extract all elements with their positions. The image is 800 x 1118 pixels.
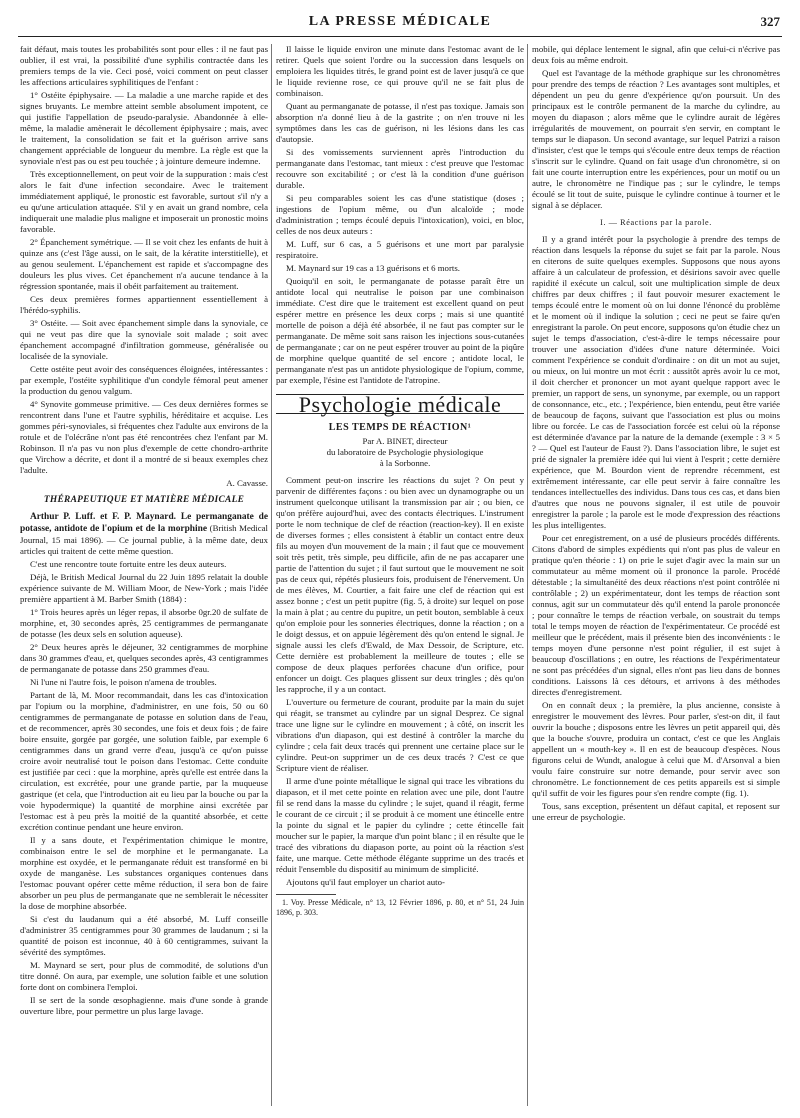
paragraph: Déjà, le British Medical Journal du 22 Juin 1895 relatait la double expérience suivante de M. William Moor, de New-York ; mais l'idée première appartient à M. Barber Smith (1884) : — [20, 572, 268, 604]
article-heading — [20, 511, 268, 557]
header-rule — [18, 36, 782, 37]
paragraph: M. Maynard sur 19 cas a 13 guérisons et 6 morts. — [286, 263, 460, 273]
byline: du laboratoire de Psychologie physiologique — [326, 447, 484, 457]
column-1 — [20, 44, 268, 1108]
column-divider — [527, 44, 528, 1106]
paragraph: Il laisse le liquide environ une minute dans l'estomac avant de le retirer. Quels que soient l'ordre ou la succession dans lesquels on emploiera les liquides titrés, le grand point est de laver jusqu'à ce que le liquide revienne rose, ce qui prouve qu'il ne se fait plus de combinaison. — [276, 44, 524, 98]
subsection-heading: I. — Réactions par la parole. — [600, 218, 712, 227]
paragraph: Quant au permanganate de potasse, il n'est pas toxique. Jamais son absorption n'a donné lieu à de la gastrite ; on n'en trouve ni les symptômes dans les cas de guérison, ni les lésions dans les cas d'autopsie. — [276, 101, 524, 144]
paragraph: M. Luff, sur 6 cas, a 5 guérisons et une mort par paralysie respiratoire. — [276, 239, 524, 260]
paragraph: 1° Ostéite épiphysaire. — La maladie a une marche rapide et des signes bruyants. Le membre atteint semble absolument impotent, ce qui justifie l'appellation de pseudo-paralysie. Abandonnée à elle-même, la maladie amènerait le décollement épiphysaire ; mais, avec le traitement, la consolidation se fait et la guérison arrive sans changement appréciable de longueur du membre. La règle est que la synoviale n'est pas ou est peu touchée ; à jointure demeure indemne. — [20, 90, 268, 166]
paragraph: Quel est l'avantage de la méthode graphique sur les chronomètres pour prendre des temps de réaction ? Les avantages sont multiples, et dépendent un peu du genre d'expérience qu'on poursuit. Un des principaux est le contrôle permanent de la marche du cylindre, au moyen du diapason ; alors même que le cylindre aurait de légères irrégularités de mouvement, on pourrait s'en servir, en comptant le temps sur le diapason. Un second avantage, sur lequel Patrizi a raison d'insister, c'est que le temps qui s'écoule entre deux temps de réaction s'inscrit sur le cylindre. Quand on fait usage d'un chronomètre, si on fait une courte interruption entre les expériences, pour un motif ou un autre, le chronomètre ne l'indique pas ; sur le cylindre, le temps écoulé se lit tout de suite, puisque le cylindre continue à tourner et le signal à se déplacer. — [532, 68, 780, 210]
paragraph: 1° Trois heures après un léger repas, il absorbe 0gr.20 de sulfate de morphine, et, 30 secondes après, 25 centigrammes de permanganate de potasse (les deux sels en solution aqueuse). — [20, 607, 268, 639]
footnote: 1. Voy. Presse Médicale, n° 13, 12 Février 1896, p. 80, et n° 51, 24 Juin 1896, p. 303. — [276, 898, 524, 917]
running-title: LA PRESSE MÉDICALE — [308, 14, 492, 29]
paragraph: Quoiqu'il en soit, le permanganate de potasse paraît être un antidote local qui neutralise le poison par une combinaison immédiate. C'est dire que le traitement est excellent quand on peut espérer mettre en présence les deux corps ; mais si une quantité mortelle de poison a déjà été absorbée, il ne faut pas compter sur le permanganate. De même soit sans raison les injections sous-cutanées de permanganate ; car on ne peut espérer trouver au point de la piqûre de morphine quelque quantité de sel encore ; antidote local, le permanganate n'est pas un antidote physiologique de l'opium, comme, par exemple, l'ésine est l'antidote de l'atropine. — [276, 276, 524, 385]
paragraph: Il arme d'une pointe métallique le signal qui trace les vibrations du diapason, et il met cette pointe en relation avec une pile, dont l'autre fil se rend dans la masse du cylindre ; le sujet, quand il réagit, ferme le courant de ce circuit ; il se produit à ce moment une étincelle entre la pointe du signal et le papier du cylindre ; cette étincelle fait moucher sur le papier, la marque d'un point blanc ; il en résulte que le tracé des vibrations du diapason porte, au point où la réaction s'est faite, une marque. Cette méthode élégante supprime un des tracés et réduit l'ensemble du dispositif au minimum de simplicité. — [276, 776, 524, 874]
paragraph: Très exceptionnellement, on peut voir de la suppuration : mais c'est alors le fait d'une infection secondaire. Avec le traitement immédiatement appliqué, le pronostic est favorable, surtout s'il n'y a eu qu'une articulation attaquée. S'il y en avait un grand nombre, cela indiquerait une maladie plus maligne et imposerait un pronostic moins favorable. — [20, 169, 268, 234]
paragraph: Si c'est du laudanum qui a été absorbé, M. Luff conseille d'administrer 35 centigrammes pour 30 grammes de laudanum ; si la quantité de poison est inconnue, 40 à 60 centigrammes, suivant la sévérité des symptômes. — [20, 914, 268, 957]
footnote-rule — [276, 894, 336, 895]
paragraph: Il y a grand intérêt pour la psychologie à prendre des temps de réaction dans lesquels la réponse du sujet se fait par la parole. Nous en citerons de suite quelques exemples. Supposons que nous ayons affaire à un calculateur de profession, et désirions savoir avec quelle rapidité il exécute un calcul, soit une multiplication simple de deux chiffres par deux chiffres ; il faut pouvoir mesurer exactement le temps écoulé entre le moment où on lui donne l'énoncé du problème et le moment où il indique la solution ; ceci ne peut se faire qu'en enregistrant la parole. On peut encore, supposons qu'on étudie chez un sujet le temps d'association, c'est-à-dire le temps nécessaire pour trouver une association d'idées d'une nature déterminée. Voici comment l'expérience se conduit d'ordinaire : on dit un mot au sujet, ou mieux, on lui montre un mot écrit : aussitôt après avoir lu ce mot, il doit chercher et prononcer un mot ayant quelque rapport avec le premier, un rapport de sens, un synonyme, par exemple, ou un rapport de consonnance, etc., etc. ; l'expérience, bien entendu, peut être variée de beaucoup de façons, suivant que l'association est plus ou moins libre ou forcée. Le cas de l'association forcée est celui où la réponse est déterminée d'avance par la nature de la demande (exemple : 3 × 5 ? — Quel est l'auteur de Faust ?). Dans l'association libre, le sujet est prié de signaler la première idée qui lui vient à l'esprit ; cette dernière expérience, que M. Bourdon vient de reprendre récemment, est extrêmement intéressante, car elle peut servir à faire connaître les tendances intellectuelles des individus. Dans tous ces cas, et dans bien d'autres que nous ne pouvons signaler, il est utile de pouvoir enregistrer la parole ; la parole est le mode d'expression des réactions les plus intelligentes. — [532, 234, 780, 530]
paragraph: Partant de là, M. Moor recommandait, dans les cas d'intoxication par l'opium ou la morphine, d'administrer, en une fois, 50 ou 60 centigrammes de permanganate de potasse en solution dans de l'eau, et de recommencer, après 30 secondes, une fois et deux fois ; de faire boire ensuite, gorgée par gorgée, une solution faible, par exemple 6 centigrammes dans un grand verre d'eau, jusqu'à ce qu'on puisse croire avoir neutralisé tout le poison dans l'estomac. Cette conduite est justifiée par ceci : que la morphine, après qu'elle est entrée dans la circulation, est excrétée, pour une grande partie, par la muqueuse gastrique (et cela, que l'introduction ait eu lieu par la bouche ou par la voie hypodermique) la quantité de morphine ainsi excrétée par l'estomac est à peu près la moitié de la quantité absorbée, et cette excrétion continue pendant une heure environ. — [20, 690, 268, 832]
article-reference: (British Medical Journal, 15 mai 1896). — Ce journal publie, à la même date, deux articles qui traitent de cette même question. — [20, 523, 268, 556]
paragraph: C'est une rencontre toute fortuite entre les deux auteurs. — [30, 559, 227, 569]
byline: Par A. BINET, directeur — [362, 436, 448, 446]
paragraph: 2° Épanchement symétrique. — Il se voit chez les enfants de huit à quinze ans (c'est l'âge aussi, on le sait, de la kératite interstitielle), et au genou seulement. L'épanchement est rapide et s'accompagne des douleurs les plus vives. Cet épanchement n'a aucune tendance à la régression spontanée, mais il obéit parfaitement au traitement. — [20, 237, 268, 291]
paragraph: Ces deux premières formes appartiennent essentiellement à l'hérédo-syphilis. — [20, 294, 268, 315]
paragraph: Il se sert de la sonde œsophagienne. mais d'une sonde à grande ouverture libre, pour permettre un plus large lavage. — [20, 995, 268, 1016]
paragraph: Pour cet enregistrement, on a usé de plusieurs procédés différents. Citons d'abord de simples expédients qui n'ont pas plus de valeur en pratique qu'en théorie : 1) on prie le sujet d'agir avec la main sur un commutateur au même moment où il prononce la parole. Procédé détestable ; la simultanéité des deux réactions n'est point contrôlée ni contrôlable ; 2) un expérimentateur, dont les temps de réaction sont connus, agit sur un commutateur dès qu'il entend la parole prononcée ; pour connaître le temps de réaction verbale, on soustrait du temps total le temps moyen de réaction de l'expérimentateur. Ce procédé est meilleur que le précédent, mais il présente bien des inconvénients : le temps moyen d'une personne n'est point régulier, il est sujet à beaucoup d'oscillations ; en outre, les réactions de l'expérimentateur ne sont pas précédées d'un signal, elles n'ont pas lieu dans de bonnes conditions. Laissons là ces détours, et arrivons à des méthodes directes d'enregistrement. — [532, 533, 780, 697]
article-title: LES TEMPS DE RÉACTION¹ — [328, 422, 472, 433]
paragraph: Ni l'une ni l'autre fois, le poison n'amena de troubles. — [30, 677, 217, 687]
article-title: Arthur P. Luff. et F. P. Maynard. Le permanganate de potasse, antidote de l'opium et de la morphine — [20, 512, 268, 534]
paragraph: Il y a sans doute, et l'expérimentation chimique le montre, combinaison entre le sel de morphine et le permanganate. La morphine est oxydée, et le permanganate réduit est transformé en bi oxyde de manganèse. Les substances organiques contenues dans l'estomac pouvant opérer cette même réduction, il sera bon de faire absorber un peu plus de permanganate que ne semblerait le nécessiter la dose de morphine absorbée. — [20, 835, 268, 911]
page-number: 327 — [760, 14, 780, 29]
column-divider — [271, 44, 272, 1106]
byline: à la Sorbonne. — [379, 458, 431, 468]
paragraph: M. Maynard se sert, pour plus de commodité, de solutions d'un titre donné. On aura, par exemple, une solution faible et une solution forte dont on combinera l'emploi. — [20, 960, 268, 992]
paragraph: mobile, qui déplace lentement le signal, afin que celui-ci n'écrive pas deux fois au même endroit. — [532, 44, 780, 65]
section-heading: THÉRAPEUTIQUE ET MATIÈRE MÉDICALE — [43, 495, 245, 505]
paragraph: Ajoutons qu'il faut employer un chariot auto- — [286, 877, 445, 887]
paragraph: On en connaît deux ; la première, la plus ancienne, consiste à enregistrer le mouvement des lèvres. Pour parler, s'est-on dit, il faut ouvrir la bouche ; disposons entre les lèvres un petit appareil qui, dès que la bouche s'ouvre, produira un contact, c'est ce que les Anglais appellent un « mouth-key ». Il en est de beaucoup d'espèces. Nous figurons celui de Wundt, analogue à celui que M. d'Arsonval a bien voulu faire construire sur notre demande, pour servir avec son chronomètre. Le fonctionnement de ces petits appareils est si simple qu'il suffit de voir les figures pour s'en rendre compte (fig. 1). — [532, 700, 780, 798]
paragraph: Si des vomissements surviennent après l'introduction du permanganate dans l'estomac, tant mieux : c'est preuve que l'estomac recouvre son excitabilité ; or c'est là la condition d'une guérison durable. — [276, 147, 524, 190]
author-signature: A. Cavasse. — [226, 478, 268, 488]
column-3 — [532, 44, 780, 1108]
page-header — [18, 12, 782, 34]
paragraph: 2° Deux heures après le déjeuner, 32 centigrammes de morphine dans 30 grammes d'eau, et, quelques secondes après, 43 centigrammes de permanganate de potasse dans 250 grammes d'eau. — [20, 642, 268, 674]
paragraph: Comment peut-on inscrire les réactions du sujet ? On peut y parvenir de différentes façons : ou bien avec un dynamographe ou un instrument quelconque utilisant la transmission par air ; ou bien, ce qu'on préfère aujourd'hui, avec des contacts électriques. L'instrument porte le nom technique de clef de réaction (reaction-key). Il en existe de diverses formes ; elles consistent à établir un contact entre deux fils au moyen d'un mouvement de la main ; il faut que ce mouvement soit très petit, très simple, peu difficile, afin de ne pas accaparer une partie de l'attention du sujet ; il faut surtout que le mouvement ne soit pas de ceux qui, répétés plusieurs fois, produisent de l'énervement. Un de mes élèves, M. Courtier, a fait faire une clef de réaction qui est assez bonne ; c'est un petit pupitre (fig. 5, à droite) sur lequel on pose la main à plat ; au centre du pupitre, un petit bouton, semblable à ceux qu'on emploie pour les sonneries électriques, donne la réaction ; on a le doigt dessus, et on appuie légèrement dès qu'on entend le signal. Je signale aussi les clefs d'Ewald, de Max Dessoir, de Scripture, etc. Cette dernière est probablement la meilleure de toutes ; elle se compose de deux plaques perforées chacune d'un orifice, pour enfoncer un doigt. Ces plaques glissent sur deux tringles ; dès qu'on les rapproche, il y a un contact. — [276, 475, 524, 694]
paragraph: 4° Synovite gommeuse primitive. — Ces deux dernières formes se rencontrent dans l'une et l'autre syphilis, héréditaire et acquise. Les gommes péri-synoviales, si fréquentes chez l'adulte aux environs de la rotule et de l'olécrâne n'ont pas été rencontrées chez l'enfant par M. Robinson. Il n'a pas vu non plus d'exemple de cette chondro-arthrite que Virchow a décrite, et dont il a montré de si beaux exemples chez l'adulte. — [20, 399, 268, 475]
column-2 — [276, 44, 524, 1108]
paragraph: fait défaut, mais toutes les probabilités sont pour elles : il ne faut pas oublier, il est vrai, la possibilité d'une syphilis contractée dans les premiers temps de la vie. Ceci posé, voici comment on peut classer les affections articulaires syphilitiques de l'enfant : — [20, 44, 268, 87]
paragraph: Cette ostéite peut avoir des conséquences éloignées, intéressantes : par exemple, l'ostéite syphilitique d'un condyle fémoral peut amener la production du genou valgum. — [20, 364, 268, 396]
paragraph: L'ouverture ou fermeture de courant, produite par la main du sujet qui réagit, se transmet au cylindre par un signal Desprez. Ce signal trace une ligne sur le cylindre en mouvement ; à côté, on inscrit les vibrations d'un diapason, qui est destiné à contrôler la marche du cylindre ; cela fait deux tracés qui prennent une certaine place sur le cylindre. Peut-on supprimer un de ces deux tracés ? C'est ce que Scripture vient de réaliser. — [276, 697, 524, 773]
paragraph: Tous, sans exception, présentent un défaut capital, et reposent sur une erreur de psychologie. — [532, 801, 780, 822]
paragraph: 3° Ostéite. — Soit avec épanchement simple dans la synoviale, ce qui ne veut pas dire que la synoviale soit malade ; soit avec épanchement accompagné d'infiltration gommeuse, généralisée ou localisée de la synoviale. — [20, 318, 268, 361]
section-title: Psychologie médicale — [276, 394, 524, 414]
paragraph: Si peu comparables soient les cas d'une statistique (doses ; ingestions de l'opium même, ou d'un alcaloïde ; mode d'administration ; temps écoulé depuis l'intoxication), voici, en bloc, celles de nos deux auteurs : — [276, 193, 524, 236]
